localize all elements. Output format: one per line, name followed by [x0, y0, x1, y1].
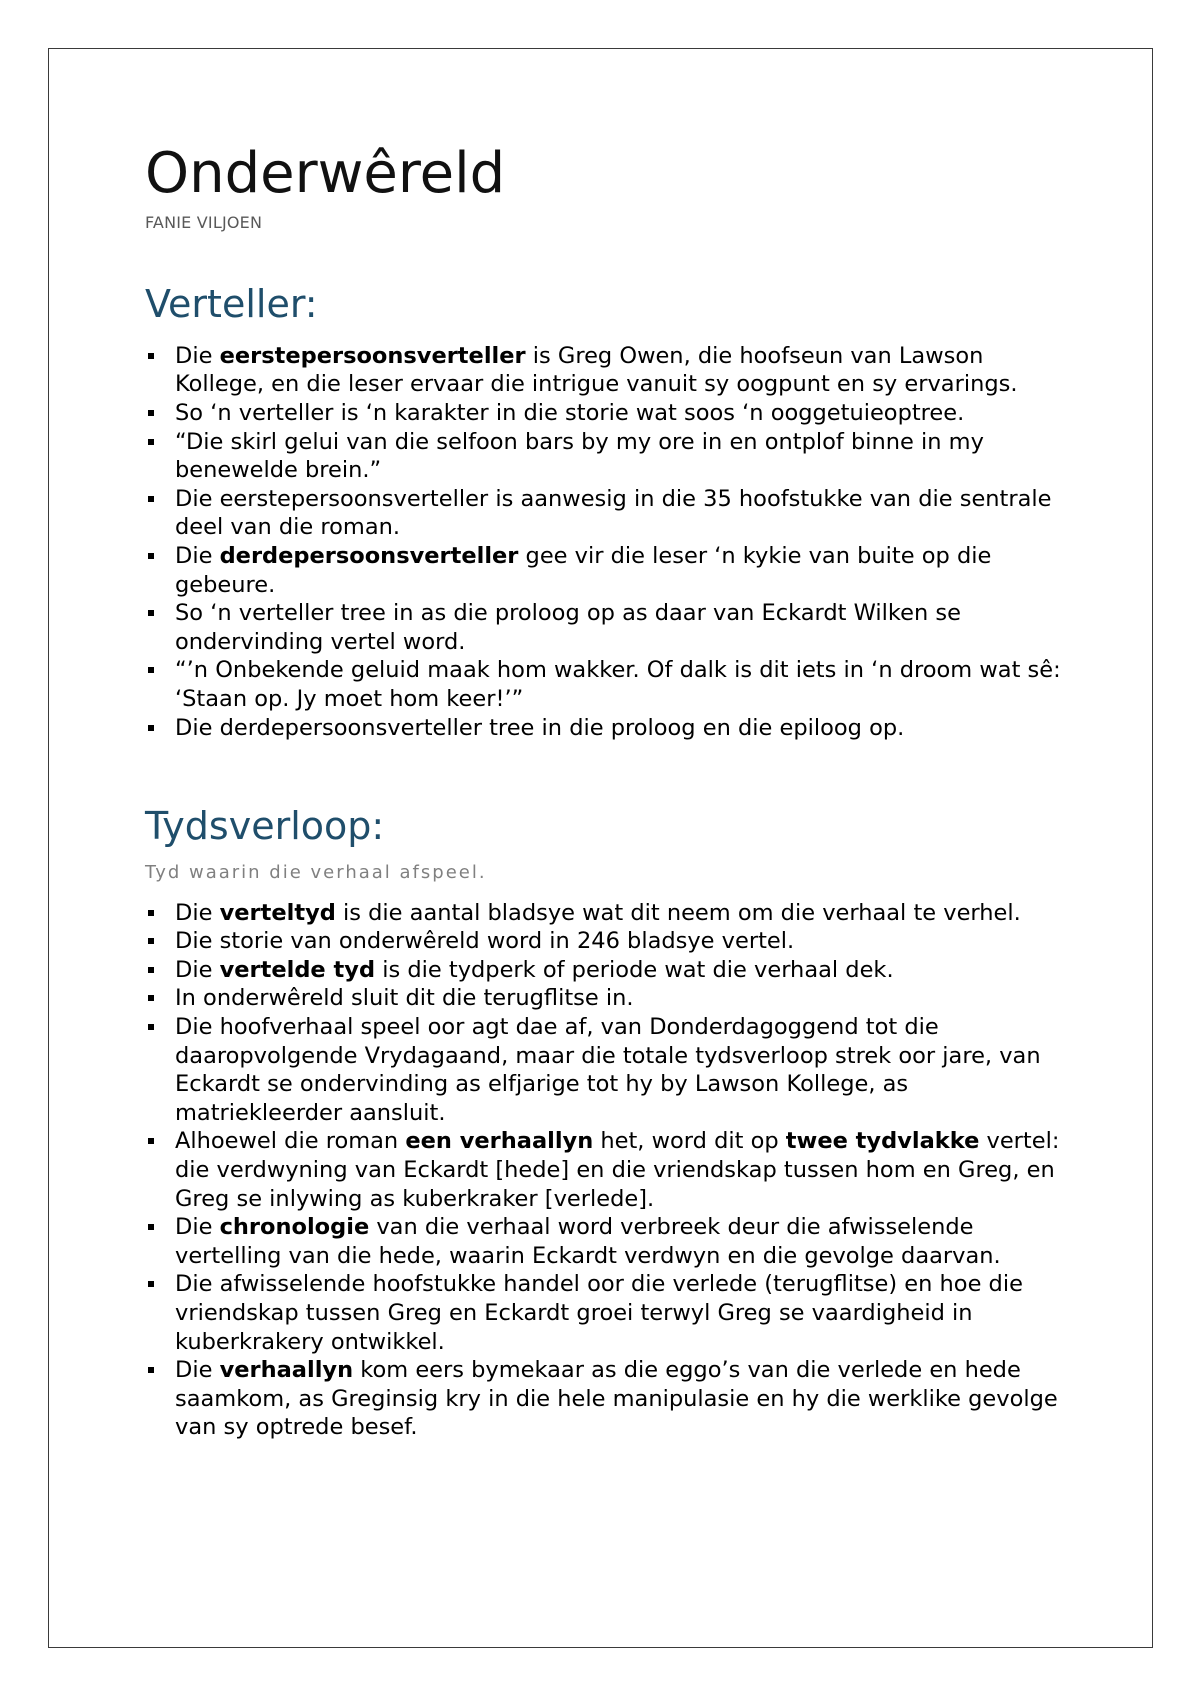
bullet-item: [145, 599, 1065, 656]
bullet-item: [145, 927, 1065, 956]
section-heading: Tydsverloop:: [145, 804, 385, 849]
text-segment: Die hoofverhaal speel oor agt dae af, van Donderdagoggend tot die daaropvolgende Vrydagaand, maar die totale tydsverloop strek oor jare, van Eckardt se ondervinding as elfjarige tot hy by Lawson Kollege, as matriekleerder aansluit.: [175, 1014, 1041, 1126]
bold-term: derdepersoonsverteller: [219, 542, 519, 569]
text-segment: Die: [175, 956, 220, 983]
text-segment: Die: [175, 899, 220, 926]
text-segment: is die aantal bladsye wat dit neem om die verhaal te verhel.: [335, 899, 1021, 926]
bullet-item: [145, 956, 1065, 985]
bullet-item: [145, 899, 1065, 928]
bold-term: verteltyd: [219, 899, 336, 926]
text-segment: het, word dit op: [593, 1128, 786, 1155]
bullet-item: [145, 984, 1065, 1013]
document-title: Onderwêreld: [145, 141, 506, 206]
bullet-item: [145, 485, 1065, 542]
document-body: [145, 140, 1065, 1442]
text-segment: gee vir die leser ‘n kykie van buite op die gebeure.: [175, 542, 992, 598]
bullet-item: [145, 1356, 1065, 1442]
bullet-item: [145, 399, 1065, 428]
section-tydsverloop: [145, 804, 1065, 1442]
text-segment: In onderwêreld sluit dit die terugflitse in.: [175, 985, 634, 1012]
text-segment: Die derdepersoonsverteller tree in die proloog en die epiloog op.: [175, 714, 905, 741]
text-segment: vertel: die verdwyning van Eckardt [hede] en die vriendskap tussen hom en Greg, en Greg se inlywing as kuberkraker [verlede].: [175, 1128, 1060, 1212]
text-segment: is Greg Owen, die hoofseun van Lawson Kollege, en die leser ervaar die intrigue vanuit sy oogpunt en sy ervarings.: [175, 342, 1018, 398]
bold-term: een verhaallyn: [405, 1128, 594, 1155]
section-verteller: [145, 282, 1065, 742]
text-segment: is die tydperk of periode wat die verhaal dek.: [375, 956, 894, 983]
text-segment: Die eerstepersoonsverteller is aanwesig in die 35 hoofstukke van die sentrale deel van die roman.: [175, 485, 1052, 541]
bullet-item: [145, 656, 1065, 713]
document-author: FANIE VILJOEN: [145, 213, 263, 233]
bullet-item: [145, 1213, 1065, 1270]
bullet-item: [145, 428, 1065, 485]
text-segment: Die: [175, 342, 220, 369]
bullet-item: [145, 1270, 1065, 1356]
text-segment: Alhoewel die roman: [175, 1128, 406, 1155]
section-heading: Verteller:: [145, 282, 318, 327]
text-segment: Die storie van onderwêreld word in 246 bladsye vertel.: [175, 928, 795, 955]
text-segment: “’n Onbekende geluid maak hom wakker. Of dalk is dit iets in ‘n droom wat sê: ‘Staan op. Jy moet hom keer!’”: [175, 657, 1061, 712]
bullet-item: [145, 714, 1065, 743]
bullet-item: [145, 342, 1065, 399]
bullet-list: [145, 899, 1065, 1442]
bullet-item: [145, 1127, 1065, 1213]
text-segment: Die: [175, 542, 220, 569]
bold-term: verhaallyn: [219, 1357, 354, 1384]
text-segment: So ‘n verteller tree in as die proloog op as daar van Eckardt Wilken se ondervinding vertel word.: [175, 600, 961, 655]
bold-term: eerstepersoonsverteller: [219, 342, 526, 369]
bold-term: vertelde tyd: [219, 956, 376, 983]
text-segment: Die: [175, 1214, 220, 1241]
text-segment: Die: [175, 1357, 220, 1384]
text-segment: van die verhaal word verbreek deur die afwisselende vertelling van die hede, waarin Eckardt verdwyn en die gevolge daarvan.: [175, 1214, 1001, 1269]
bullet-list: [145, 342, 1065, 742]
bold-term: twee tydvlakke: [785, 1128, 980, 1155]
text-segment: Die afwisselende hoofstukke handel oor die verlede (terugflitse) en hoe die vriendskap tussen Greg en Eckardt groei terwyl Greg se vaardigheid in kuberkrakery ontwikkel.: [175, 1271, 1023, 1355]
text-segment: So ‘n verteller is ‘n karakter in die storie wat soos ‘n ooggetuieoptree.: [175, 399, 965, 426]
bold-term: chronologie: [219, 1214, 370, 1241]
text-segment: “Die skirl gelui van die selfoon bars by my ore in en ontplof binne in my benewelde brein.”: [175, 428, 984, 484]
section-subtitle: Tyd waarin die verhaal afspeel.: [145, 861, 487, 883]
bullet-item: [145, 1013, 1065, 1127]
bullet-item: [145, 542, 1065, 599]
text-segment: kom eers bymekaar as die eggo’s van die verlede en hede saamkom, as Greginsig kry in die hele manipulasie en hy die werklike gevolge van sy optrede besef.: [175, 1357, 1058, 1441]
